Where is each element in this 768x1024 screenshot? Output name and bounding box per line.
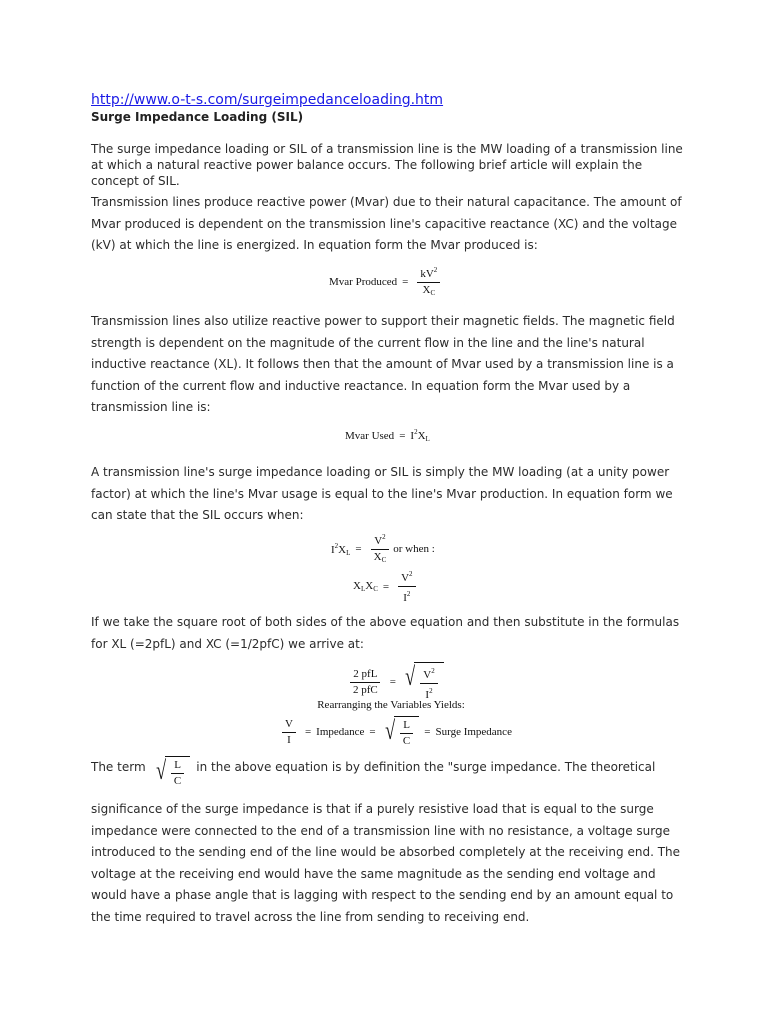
eq-impedance-label: Impedance	[316, 726, 365, 738]
eq-sign: =	[382, 580, 390, 593]
equation-xl-xc	[353, 568, 420, 605]
fraction	[420, 665, 437, 702]
eq-term: $I^2X_L$	[410, 428, 430, 443]
denominator: I	[287, 733, 291, 746]
paragraph-intro: The surge impedance loading or SIL of a transmission line is the MW loading of a transmission line at which a natural reactive power balance occurs. The following brief article will explain the concept of SIL.	[91, 142, 683, 188]
equation-sil-condition	[331, 531, 435, 567]
numerator: V	[282, 718, 296, 733]
fraction	[371, 531, 390, 567]
paragraph-sil-definition: A transmission line's surge impedance loading or SIL is simply the MW loading (at a unity power factor) at which the line's Mvar usage is equal to the line's Mvar production. In equation form we can state that the SIL occurs when:	[91, 465, 673, 522]
eq-sign: =	[355, 543, 362, 555]
term-suffix: in the above equation is by definition the "surge impedance. The theoretical	[196, 760, 656, 774]
denominator: $X_C$	[373, 551, 387, 564]
eq-sign: =	[424, 726, 431, 738]
denominator: C	[402, 735, 411, 747]
numerator: $kV^2$	[417, 264, 440, 283]
denominator: 2 pfC	[353, 683, 378, 696]
denominator: $I^2$	[425, 687, 433, 701]
eq-surge-impedance-label: Surge Impedance	[435, 726, 512, 738]
eq-sign: =	[369, 726, 376, 738]
numerator: L	[171, 759, 184, 774]
paragraph-square-root: If we take the square root of both sides of the above equation and then substitute in the formulas for XL (=2pfL) and XC (=1/2pfC) we arrive at:	[91, 615, 680, 651]
numerator: $V^2$	[398, 568, 415, 587]
fraction	[400, 719, 413, 748]
eq-label: Mvar Used	[345, 429, 395, 442]
numerator: $V^2$	[371, 531, 388, 550]
fraction	[398, 568, 415, 605]
source-link[interactable]: http://www.o-t-s.com/surgeimpedanceloading.htm	[91, 92, 444, 108]
paragraph-mvar-produced: Transmission lines produce reactive power (Mvar) due to their natural capacitance. The amount of Mvar produced is dependent on the transmission line's capacitive reactance (XC) and the voltage (kV) at which the line is energized. In equation form the Mvar produced is:	[91, 195, 682, 252]
square-root: √ $\frac{L}{C}$	[154, 756, 191, 788]
fraction	[171, 759, 184, 788]
equation-mvar-used	[345, 428, 430, 443]
denominator: $X_C$	[422, 284, 436, 297]
equation-surge-impedance	[278, 716, 512, 748]
numerator: $V^2$	[420, 665, 437, 684]
document-title: Surge Impedance Loading (SIL)	[91, 110, 304, 124]
paragraph-significance: significance of the surge impedance is that if a purely resistive load that is equal to the surge impedance were connected to the end of a transmission line with no resistance, a voltage surge introduced to the sending end of the line would be absorbed completely at the receiving end. The voltage at the receiving end would have the same magnitude as the sending end voltage and would have a phase angle that is lagging with respect to the sending end by an amount equal to the time required to travel across the line from sending to receiving end.	[91, 802, 681, 924]
paragraph-mvar-used: Transmission lines also utilize reactive power to support their magnetic fields. The magnetic field strength is dependent on the magnitude of the current flow in the line and the line's natural inductive reactance (XL). It follows then that the amount of Mvar used by a transmission line is a function of the current flow and inductive reactance. In equation form the Mvar used by a transmission line is:	[91, 314, 675, 414]
paragraph-term	[91, 756, 656, 792]
eq-sign: =	[304, 726, 312, 738]
numerator: L	[400, 719, 413, 734]
square-root: √ $\frac{V^2}{I^2}$	[403, 662, 444, 702]
square-root: √ $\frac{L}{C}$	[383, 716, 420, 748]
numerator: 2 pfL	[350, 668, 380, 683]
fraction	[350, 668, 381, 697]
eq-label: Mvar Produced	[329, 276, 398, 288]
equation-mvar-produced	[329, 264, 444, 300]
denominator: C	[173, 775, 182, 787]
denominator: $I^2$	[403, 590, 411, 604]
term-prefix: The term	[91, 760, 146, 774]
fraction	[282, 718, 296, 747]
eq-sign: =	[389, 676, 396, 688]
fraction	[417, 264, 440, 300]
inline-sqrt-term	[152, 756, 191, 788]
eq-sign: =	[399, 429, 406, 442]
eq-term: $I^2X_L$	[331, 541, 351, 557]
rearranging-caption: Rearranging the Variables Yields:	[317, 699, 465, 711]
eq-term: $X_LX_C$	[353, 580, 378, 593]
eq-sign: =	[402, 276, 409, 288]
eq-or-when: or when :	[393, 543, 435, 555]
equation-square-root	[346, 662, 444, 702]
